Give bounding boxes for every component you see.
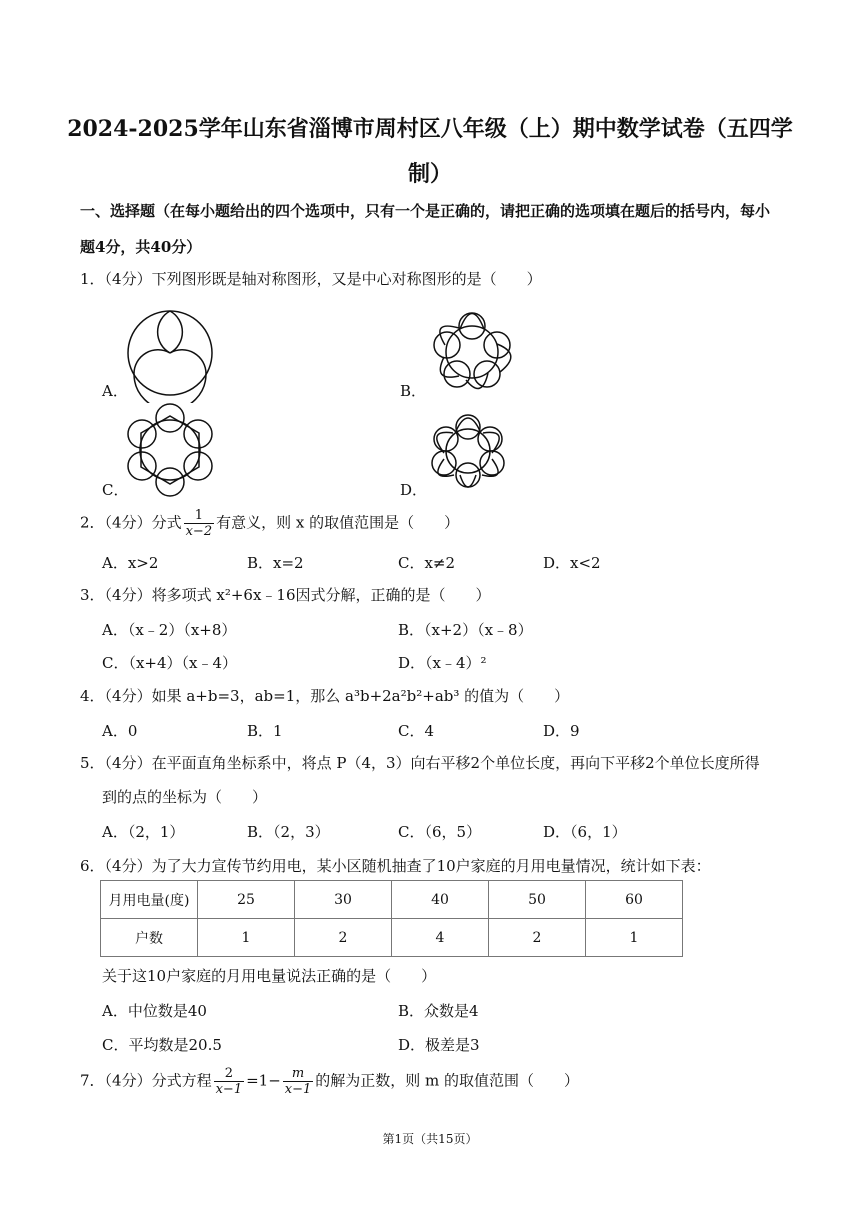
q2-option-c: C．x≠2 [398, 554, 456, 572]
table-cell: 4 [392, 919, 489, 957]
q1-option-b: B． [400, 382, 427, 400]
figure-d-seven-petal [420, 403, 516, 498]
table-cell: 50 [489, 881, 586, 919]
q1-option-c: C． [102, 481, 129, 499]
q4-option-a: A．0 [102, 722, 138, 740]
q6-option-b: B．众数是4 [398, 1002, 479, 1020]
q4-option-c: C．4 [398, 722, 435, 740]
q3-option-d: D．（x﹣4）² [398, 654, 487, 672]
question-1: 1．（4分）下列图形既是轴对称图形，又是中心对称图形的是（ ） [80, 270, 542, 288]
q5-option-c: C．（6，5） [398, 823, 482, 841]
exam-title-line1: 2024-2025学年山东省淄博市周村区八年级（上）期中数学试卷（五四学 [67, 116, 793, 142]
question-7: 7．（4分）分式方程 $\frac{2}{x-1}$ =1− $\frac{m}{x-1}$ 的解为正数，则 m 的取值范围（ ） [80, 1066, 580, 1097]
q4-option-d: D．9 [543, 722, 580, 740]
question-3: 3．（4分）将多项式 x²+6x﹣16因式分解，正确的是（ ） [80, 586, 491, 604]
table-cell: 60 [586, 881, 683, 919]
question-5-line1: 5．（4分）在平面直角坐标系中，将点 P（4，3）向右平移2个单位长度，再向下平移2个单位长度所得 [80, 754, 760, 772]
figure-c-hexagon-flower [122, 402, 218, 498]
q3-option-c: C．（x+4）（x﹣4） [102, 654, 238, 672]
question-6: 6．（4分）为了大力宣传节约用电，某小区随机抽查了10户家庭的月用电量情况，统计如下表： [80, 857, 711, 875]
fraction: $\frac{1}{x-2}$ [185, 508, 213, 539]
question-4: 4．（4分）如果 a+b=3，ab=1，那么 a³b+2a²b²+ab³ 的值为（ ） [80, 687, 570, 705]
q2-option-b: B．x=2 [247, 554, 304, 572]
q2-option-a: A．x>2 [102, 554, 159, 572]
table-cell: 2 [489, 919, 586, 957]
table-cell: 25 [198, 881, 295, 919]
table-cell: 40 [392, 881, 489, 919]
question-6-followup: 关于这10户家庭的月用电量说法正确的是（ ） [102, 967, 437, 985]
figure-b-five-petal [420, 300, 525, 400]
table-cell: 2 [295, 919, 392, 957]
q6-option-c: C．平均数是20.5 [102, 1036, 222, 1054]
q3-option-b: B．（x+2）（x﹣8） [398, 621, 533, 639]
q1-option-a: A． [102, 382, 128, 400]
q6-option-d: D．极差是3 [398, 1036, 480, 1054]
fraction: $\frac{m}{x-1}$ [284, 1066, 312, 1097]
section-heading-line2: 题4分，共40分） [80, 238, 202, 256]
table-cell: 30 [295, 881, 392, 919]
exam-title-line2: 制） [407, 161, 452, 187]
page-footer: 第1页（共15页） [382, 1132, 478, 1146]
q5-option-d: D．（6，1） [543, 823, 627, 841]
q6-option-a: A．中位数是40 [102, 1002, 207, 1020]
q1-option-d: D． [400, 481, 428, 499]
q4-option-b: B．1 [247, 722, 283, 740]
q3-option-a: A．（x﹣2）（x+8） [102, 621, 237, 639]
row-header: 户数 [101, 919, 198, 957]
question-5-line2: 到的点的坐标为（ ） [102, 788, 268, 806]
table-cell: 1 [198, 919, 295, 957]
q5-option-b: B．（2，3） [247, 823, 330, 841]
table-cell: 1 [586, 919, 683, 957]
row-header: 月用电量(度) [101, 881, 198, 919]
table-row [101, 881, 683, 919]
fraction: $\frac{2}{x-1}$ [215, 1066, 243, 1097]
question-2: 2．（4分）分式 $\frac{1}{x-2}$ 有意义，则 x 的取值范围是（ ） [80, 508, 460, 539]
section-heading-line1: 一、选择题（在每小题给出的四个选项中，只有一个是正确的，请把正确的选项填在题后的括号内，每小 [80, 202, 771, 220]
table-row [101, 919, 683, 957]
q5-option-a: A．（2，1） [102, 823, 185, 841]
figure-a-circle-arcs [120, 303, 220, 403]
electricity-table [100, 880, 683, 957]
q2-option-d: D．x<2 [543, 554, 601, 572]
